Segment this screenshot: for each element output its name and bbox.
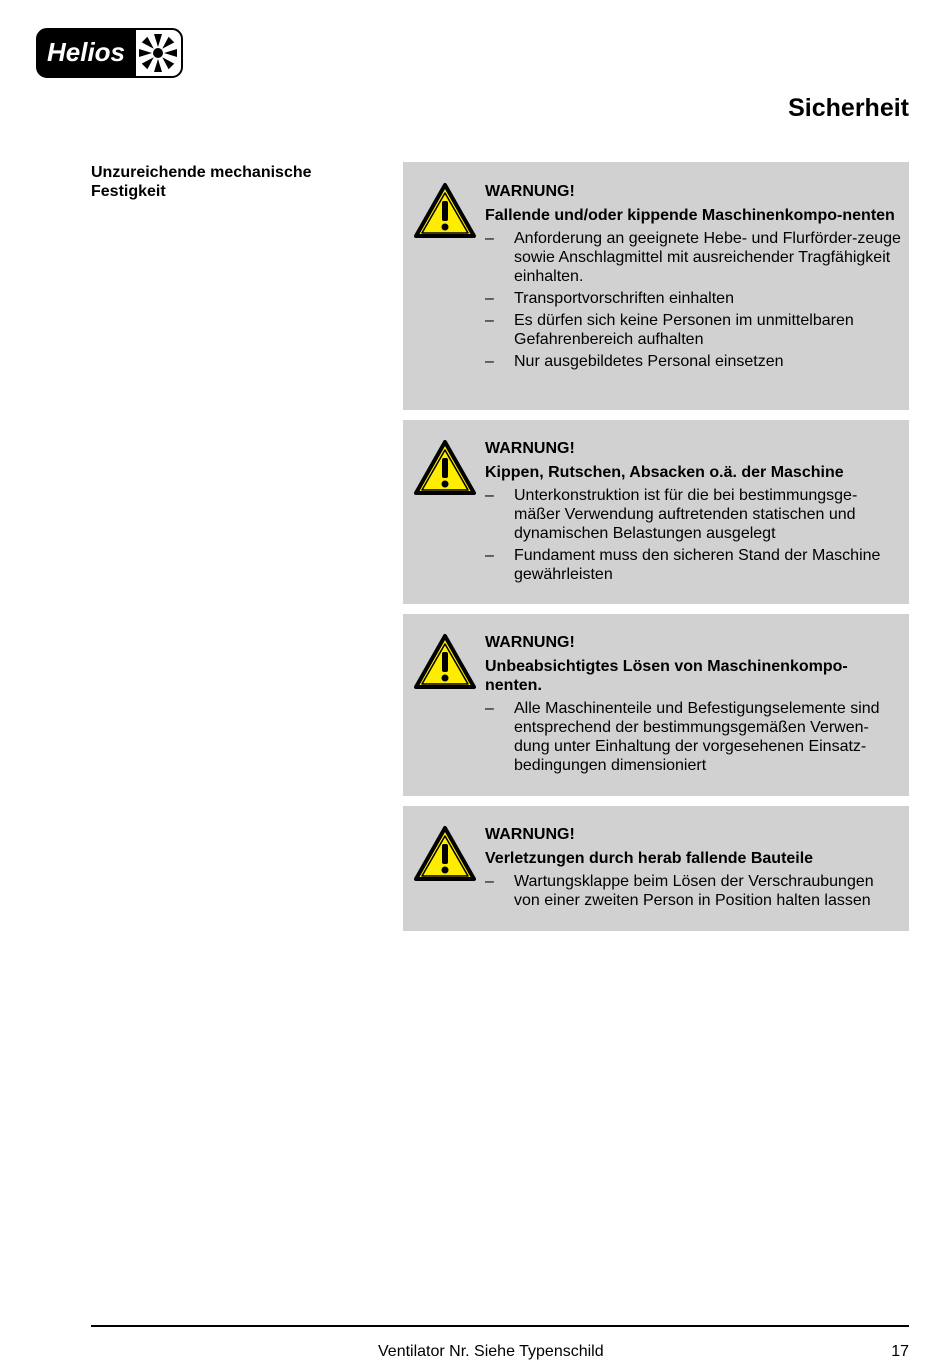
warning-box: [403, 806, 909, 931]
list-item-text: Transportvorschriften einhalten: [514, 290, 734, 307]
warning-label: WARNUNG!: [485, 634, 575, 651]
warning-heading: Verletzungen durch herab fallende Bauteile: [485, 850, 814, 867]
list-item-text: Nur ausgebildetes Personal einsetzen: [514, 353, 784, 370]
warning-label: WARNUNG!: [485, 183, 575, 200]
warning-content: [485, 439, 901, 587]
warning-content: [485, 825, 901, 913]
warning-box: [403, 162, 909, 410]
warning-list: [485, 486, 901, 584]
warning-box: [403, 614, 909, 796]
page-title: Sicherheit: [788, 94, 909, 122]
warning-content: [485, 633, 901, 778]
warning-heading: Kippen, Rutschen, Absacken o.ä. der Maschine: [485, 464, 844, 481]
list-dash: –: [485, 487, 494, 504]
warning-list-item: [485, 486, 901, 543]
warning-list-item: [485, 872, 901, 910]
warning-content: [485, 182, 901, 374]
list-dash: –: [485, 547, 494, 564]
warning-list: [485, 229, 901, 371]
page-number: 17: [891, 1343, 909, 1360]
list-item-text: Anforderung an geeignete Hebe- und Flurförder-zeuge sowie Anschlagmittel mit ausreichender Tragfähigkeit einhalten.: [514, 230, 901, 285]
warning-list-item: [485, 311, 901, 349]
warning-list: [485, 872, 901, 910]
warning-heading: Fallende und/oder kippende Maschinenkompo-nenten: [485, 207, 895, 224]
warning-label: WARNUNG!: [485, 826, 575, 843]
warning-list-item: [485, 289, 901, 308]
warning-list-item: [485, 699, 901, 775]
warning-heading: Unbeabsichtigtes Lösen von Maschinenkompo-nenten.: [485, 658, 848, 694]
list-item-text: Wartungsklappe beim Lösen der Verschraubungen von einer zweiten Person in Position halten lassen: [514, 873, 874, 909]
section-heading: Unzureichende mechanische Festigkeit: [91, 164, 312, 200]
list-item-text: Fundament muss den sicheren Stand der Maschine gewährleisten: [514, 547, 881, 583]
list-item-text: Alle Maschinenteile und Befestigungselemente sind entsprechend der bestimmungsgemäßen Verwen-dung unter Einhaltung der vorgesehenen Einsatz-bedingungen dimensioniert: [514, 700, 880, 774]
list-dash: –: [485, 873, 494, 890]
warning-triangle-icon: [413, 633, 477, 691]
footer-divider: [91, 1325, 909, 1327]
list-dash: –: [485, 700, 494, 717]
warning-label: WARNUNG!: [485, 440, 575, 457]
warning-triangle-icon: [413, 182, 477, 240]
list-item-text: Es dürfen sich keine Personen im unmittelbaren Gefahrenbereich aufhalten: [514, 312, 854, 348]
list-dash: –: [485, 290, 494, 307]
warning-box: [403, 420, 909, 604]
list-dash: –: [485, 230, 494, 247]
logo-text: Helios: [46, 37, 126, 67]
warning-triangle-icon: [413, 439, 477, 497]
warning-list-item: [485, 229, 901, 286]
warning-list-item: [485, 546, 901, 584]
fan-icon: [139, 34, 177, 72]
list-item-text: Unterkonstruktion ist für die bei bestimmungsge-mäßer Verwendung auftretenden statischen und dynamischen Belastungen ausgelegt: [514, 487, 858, 542]
warning-triangle-icon: [413, 825, 477, 883]
helios-logo: [36, 28, 183, 78]
list-dash: –: [485, 353, 494, 370]
list-dash: –: [485, 312, 494, 329]
footer-text: Ventilator Nr. Siehe Typenschild: [378, 1343, 604, 1360]
warning-list: [485, 699, 901, 775]
warning-list-item: [485, 352, 901, 371]
